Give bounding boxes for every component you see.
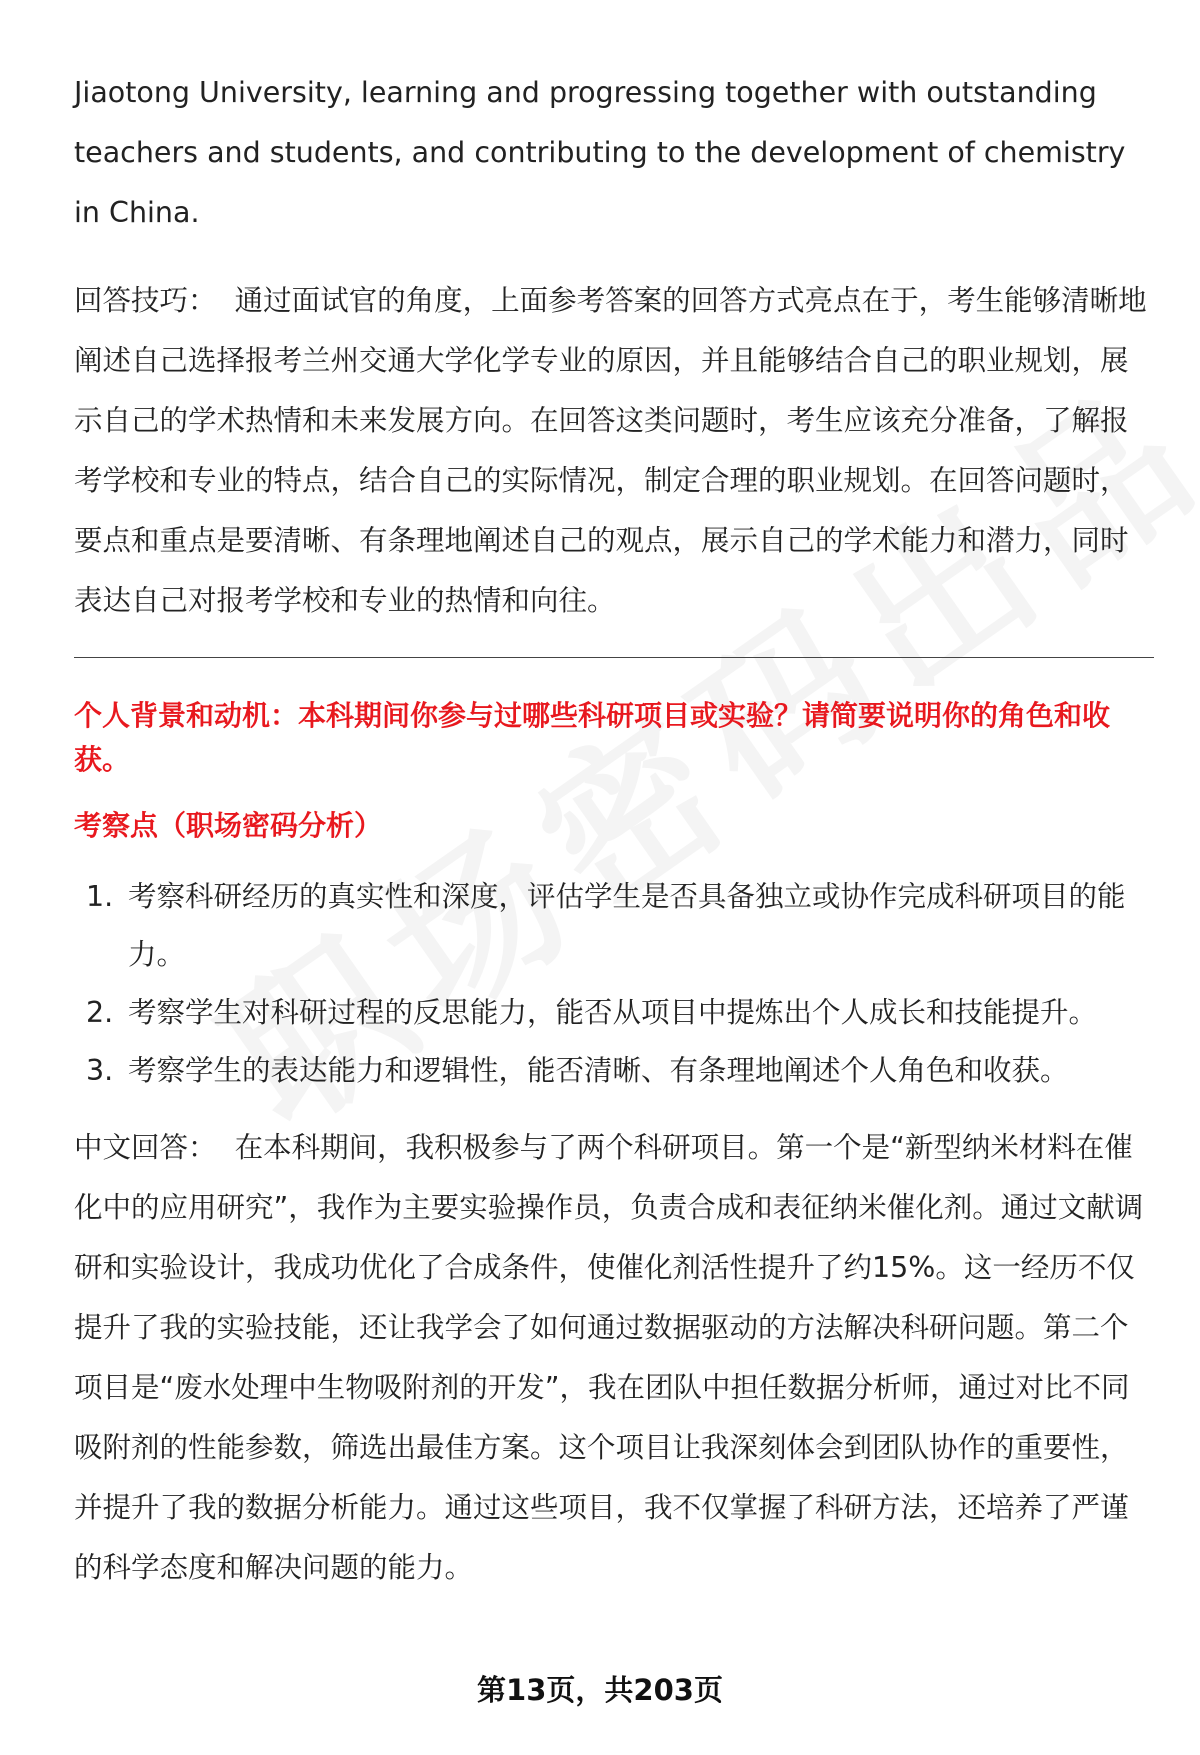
list-item-number: 2. [86, 996, 114, 1029]
list-item [74, 1042, 1154, 1100]
answer-text: 在本科期间，我积极参与了两个科研项目。第一个是“新型纳米材料在催化中的应用研究”，我作为主要实验操作员，负责合成和表征纳米催化剂。通过文献调研和实验设计，我成功优化了合成条件，使催化剂活性提升了约15%。这一经历不仅提升了我的实验技能，还让我学会了如何通过数据驱动的方法解决科研问题。第二个项目是“废水处理中生物吸附剂的开发”，我在团队中担任数据分析师，通过对比不同吸附剂的性能参数，筛选出最佳方案。这个项目让我深刻体会到团队协作的重要性，并提升了我的数据分析能力。通过这些项目，我不仅掌握了科研方法，还培养了严谨的科学态度和解决问题的能力。 [74, 1131, 1144, 1584]
list-item-number: 1. [86, 880, 114, 913]
page-number-footer: 第13页，共203页 [477, 1673, 723, 1707]
intro-paragraph: Jiaotong University, learning and progressing together with outstanding teachers and students, and contributing to the development of chemistry in China. [74, 76, 1126, 229]
list-item-text: 考察科研经历的真实性和深度，评估学生是否具备独立或协作完成科研项目的能力。 [128, 880, 1126, 971]
assessment-list [74, 868, 1154, 1100]
list-item-text: 考察学生的表达能力和逻辑性，能否清晰、有条理地阐述个人角色和收获。 [128, 1054, 1069, 1087]
list-item [74, 984, 1154, 1042]
question-heading: 个人背景和动机：本科期间你参与过哪些科研项目或实验？请简要说明你的角色和收获。 [74, 699, 1111, 776]
tips-text: 通过面试官的角度，上面参考答案的回答方式亮点在于，考生能够清晰地阐述自己选择报考兰州交通大学化学专业的原因，并且能够结合自己的职业规划，展示自己的学术热情和未来发展方向。在回答这类问题时，考生应该充分准备，了解报考学校和专业的特点，结合自己的实际情况，制定合理的职业规划。在回答问题时，要点和重点是要清晰、有条理地阐述自己的观点，展示自己的学术能力和潜力，同时表达自己对报考学校和专业的热情和向往。 [74, 284, 1147, 617]
list-item-text: 考察学生对科研过程的反思能力，能否从项目中提炼出个人成长和技能提升。 [128, 996, 1098, 1029]
tips-label: 回答技巧： [74, 284, 217, 317]
page-content [74, 63, 1154, 1598]
list-item [74, 868, 1154, 984]
list-item-number: 3. [86, 1054, 114, 1087]
section-divider [74, 657, 1154, 658]
answer-label: 中文回答： [74, 1131, 217, 1164]
assessment-heading: 考察点（职场密码分析） [74, 809, 383, 842]
answer-paragraph [74, 1118, 1154, 1598]
tips-paragraph [74, 271, 1154, 631]
